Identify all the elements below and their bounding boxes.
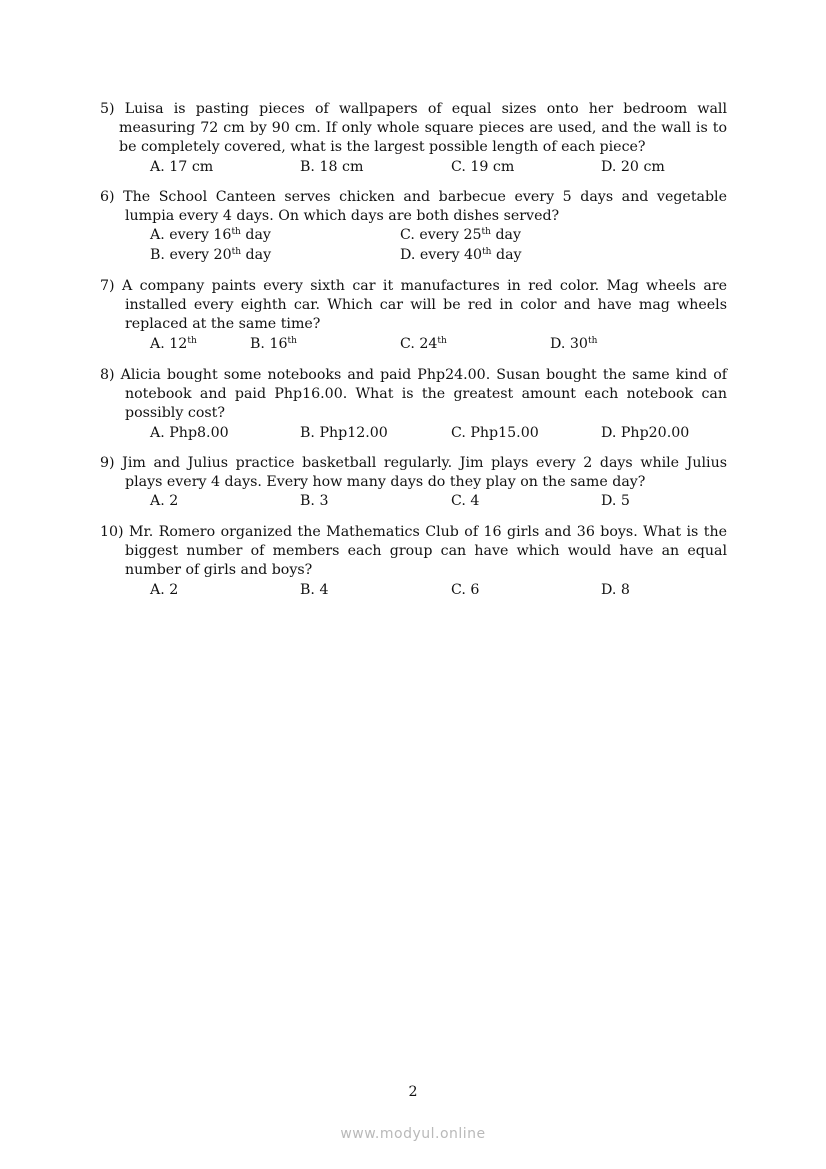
question-6-choices-row-2	[150, 246, 727, 265]
choice-a: A. every 16th day	[150, 227, 271, 244]
question-8	[100, 366, 727, 443]
question-7-text: 7) A company paints every sixth car it manufactures in red color. Mag wheels are installed every eighth car. Which car will be red in color and have mag wheels replaced at the same time?	[100, 278, 727, 333]
choice-d: D. every 40th day	[400, 246, 522, 263]
choice-a: A. 2	[150, 493, 179, 510]
choice-a: A. Php8.00	[150, 424, 229, 441]
question-7	[100, 277, 727, 354]
choice-d: D. 20 cm	[601, 158, 665, 175]
question-9-text: 9) Jim and Julius practice basketball regularly. Jim plays every 2 days while Julius plays every 4 days. Every how many days do they play on the same day?	[100, 455, 727, 491]
choice-b: B. 4	[300, 581, 329, 598]
question-5	[100, 100, 727, 177]
question-9-choices	[150, 492, 727, 511]
choice-d: D. 5	[601, 493, 630, 510]
question-5-choices	[150, 158, 727, 177]
question-10	[100, 523, 727, 600]
choice-b: B. every 20th day	[150, 246, 272, 263]
choice-c: C. Php15.00	[451, 424, 539, 441]
choice-b: B. 3	[300, 493, 329, 510]
choice-a: A. 12th	[150, 335, 197, 352]
page-number: 2	[408, 1084, 418, 1100]
choice-c: C. 4	[451, 493, 480, 510]
choice-c: C. 24th	[400, 335, 447, 352]
question-6	[100, 188, 727, 265]
watermark: www.modyul.online	[340, 1126, 486, 1142]
question-8-choices	[150, 424, 727, 443]
question-10-choices	[150, 581, 727, 600]
choice-d: D. Php20.00	[601, 424, 690, 441]
choice-b: B. 16th	[250, 335, 297, 352]
choice-b: B. Php12.00	[300, 424, 388, 441]
choice-c: C. 6	[451, 581, 480, 598]
question-6-text: 6) The School Canteen serves chicken and barbecue every 5 days and vegetable lumpia every 4 days. On which days are both dishes served?	[100, 189, 727, 225]
choice-b: B. 18 cm	[300, 158, 364, 175]
question-6-choices-row-1	[150, 226, 727, 245]
question-8-text: 8) Alicia bought some notebooks and paid Php24.00. Susan bought the same kind of notebook and paid Php16.00. What is the greatest amount each notebook can possibly cost?	[100, 367, 727, 422]
question-7-choices	[150, 335, 727, 354]
choice-c: C. 19 cm	[451, 158, 515, 175]
choice-d: D. 8	[601, 581, 630, 598]
question-9	[100, 454, 727, 512]
question-5-text: 5) Luisa is pasting pieces of wallpapers of equal sizes onto her bedroom wall measuring 72 cm by 90 cm. If only whole square pieces are used, and the wall is to be completely covered, what is the largest possible length of each piece?	[100, 101, 727, 156]
choice-c: C. every 25th day	[400, 227, 522, 244]
choice-a: A. 2	[150, 581, 179, 598]
choice-a: A. 17 cm	[150, 158, 214, 175]
question-10-text: 10) Mr. Romero organized the Mathematics Club of 16 girls and 36 boys. What is the biggest number of members each group can have which would have an equal number of girls and boys?	[100, 524, 727, 579]
choice-d: D. 30th	[550, 335, 598, 352]
